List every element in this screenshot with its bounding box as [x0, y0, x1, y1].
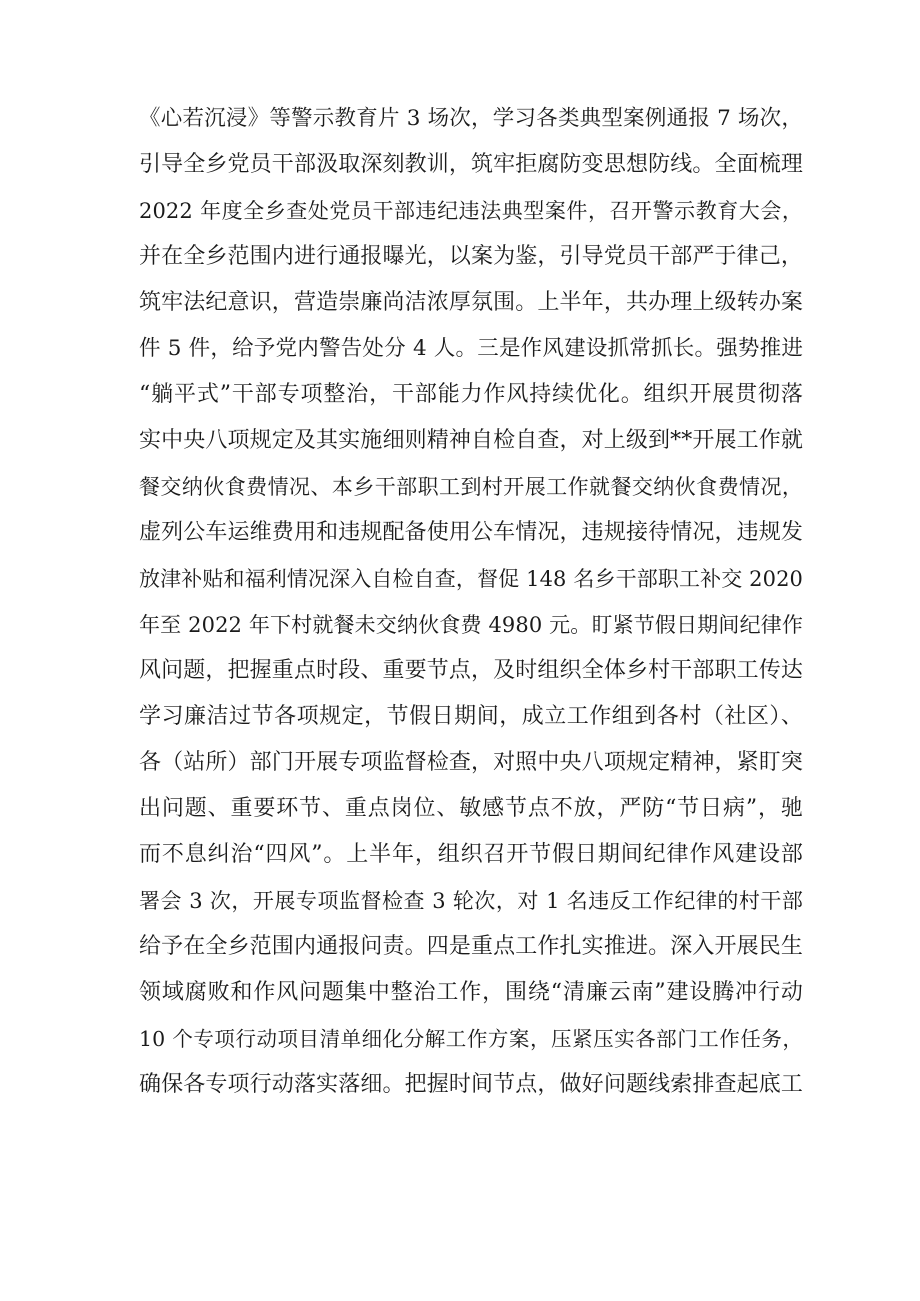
text-line-2: 引导全乡党员干部汲取深刻教训，筑牢拒腐防变思想防线。全面梳理 — [139, 152, 803, 177]
text-line-4: 并在全乡范围内进行通报曝光，以案为鉴，引导党员干部严于律己， — [139, 244, 803, 269]
text-line-6: 件 5 件，给予党内警告处分 4 人。三是作风建设抓常抓长。强势推进 — [139, 336, 803, 361]
text-line-17: 而不息纠治“四风”。上半年，组织召开节假日期间纪律作风建设部 — [139, 842, 803, 867]
text-line-20: 领域腐败和作风问题集中整治工作，围绕“清廉云南”建设腾冲行动 — [139, 980, 803, 1005]
text-line-18: 署会 3 次，开展专项监督检查 3 轮次，对 1 名违反工作纪律的村干部 — [139, 889, 803, 913]
text-line-3: 2022 年度全乡查处党员干部违纪违法典型案件，召开警示教育大会， — [139, 199, 803, 223]
text-line-8: 实中央八项规定及其实施细则精神自检自查，对上级到**开展工作就 — [139, 428, 803, 453]
text-line-15: 各（站所）部门开展专项监督检查，对照中央八项规定精神，紧盯突 — [139, 750, 803, 775]
text-line-10: 虚列公车运维费用和违规配备使用公车情况，违规接待情况，违规发 — [139, 520, 803, 545]
text-line-13: 风问题，把握重点时段、重要节点，及时组织全体乡村干部职工传达 — [139, 658, 803, 683]
body-paragraph — [139, 96, 803, 1108]
text-line-7: “躺平式”干部专项整治，干部能力作风持续优化。组织开展贯彻落 — [139, 382, 803, 407]
text-line-12: 年至 2022 年下村就餐未交纳伙食费 4980 元。盯紧节假日期间纪律作 — [139, 613, 803, 637]
text-line-19: 给予在全乡范围内通报问责。四是重点工作扎实推进。深入开展民生 — [139, 934, 803, 959]
text-line-1: 《心若沉浸》等警示教育片 3 场次，学习各类典型案例通报 7 场次， — [139, 106, 803, 131]
text-line-14: 学习廉洁过节各项规定，节假日期间，成立工作组到各村（社区）、 — [139, 704, 803, 729]
text-line-9: 餐交纳伙食费情况、本乡干部职工到村开展工作就餐交纳伙食费情况， — [139, 475, 803, 499]
text-line-22: 确保各专项行动落实落细。把握时间节点，做好问题线索排查起底工 — [139, 1072, 803, 1097]
text-line-11: 放津补贴和福利情况深入自检自查，督促 148 名乡干部职工补交 2020 — [139, 567, 803, 591]
text-line-21: 10 个专项行动项目清单细化分解工作方案，压紧压实各部门工作任务， — [139, 1027, 803, 1051]
text-line-16: 出问题、重要环节、重点岗位、敏感节点不放，严防“节日病”，驰 — [139, 796, 803, 821]
text-line-5: 筑牢法纪意识，营造崇廉尚洁浓厚氛围。上半年，共办理上级转办案 — [139, 290, 803, 315]
